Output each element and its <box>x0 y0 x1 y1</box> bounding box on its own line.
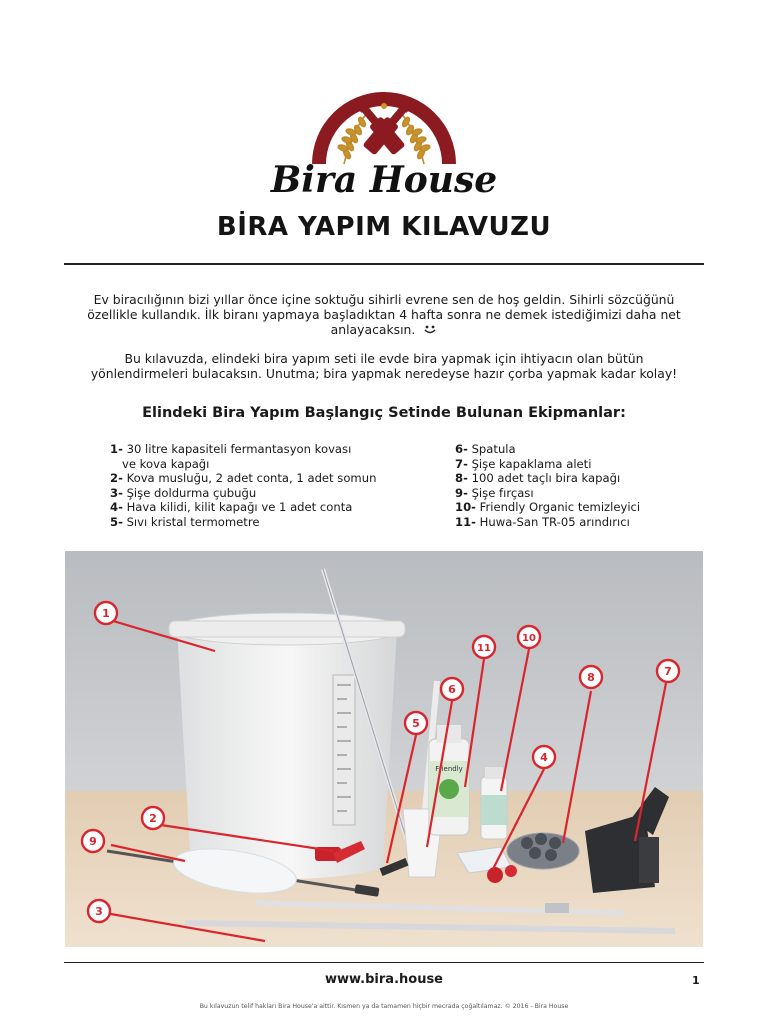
callout-5: 5 <box>412 717 420 730</box>
list-item: 9- Şişe fırçası <box>455 485 534 500</box>
page-number: 1 <box>692 974 700 987</box>
callout-9: 9 <box>89 835 97 848</box>
caps-bowl <box>507 833 579 869</box>
callout-2: 2 <box>149 812 157 825</box>
callout-11: 11 <box>477 643 491 654</box>
list-item: 2- Kova musluğu, 2 adet conta, 1 adet somun <box>110 471 377 486</box>
page-title: BİRA YAPIM KILAVUZU <box>216 212 552 242</box>
title-divider <box>64 263 704 265</box>
equipment-list-right <box>455 442 640 530</box>
list-item: 8- 100 adet taçlı bira kapağı <box>455 471 621 486</box>
intro-line: Ev biracılığının bizi yıllar önce içine soktuğu sihirli evrene sen de hoş geldin. Sihirli sözcüğünü <box>93 292 675 307</box>
copyright-notice: Bu kılavuzun telif hakları Bira House'a aittir. Kısmen ya da tamamen hiçbir mecrada çoğaltılamaz. © 2016 - Bira House <box>199 1003 569 1010</box>
logo-wordmark: Bira House <box>270 159 498 201</box>
list-item: 6- Spatula <box>455 442 516 456</box>
fermentation-bucket <box>169 613 405 879</box>
list-item: 10- Friendly Organic temizleyici <box>455 500 641 515</box>
callout-6: 6 <box>448 683 456 696</box>
callout-4: 4 <box>540 751 548 764</box>
footer-website-link[interactable]: www.bira.house <box>324 972 443 987</box>
callout-7: 7 <box>664 665 672 678</box>
list-item: 7- Şişe kapaklama aleti <box>455 456 592 471</box>
list-item: 11- Huwa-San TR-05 arındırıcı <box>455 514 630 529</box>
svg-text:Friendly: Friendly <box>435 765 463 773</box>
callout-1: 1 <box>102 607 110 620</box>
equipment-heading: Elindeki Bira Yapım Başlangıç Setinde Bulunan Ekipmanlar: <box>142 405 626 421</box>
cleaner-bottle <box>429 725 469 835</box>
intro-line: Bu kılavuzda, elindeki bira yapım seti ile evde bira yapmak için ihtiyacın olan bütün <box>124 351 644 366</box>
intro-line: anlayacaksın. <box>330 322 416 337</box>
intro-line: özellikle kullandık. İlk biranı yapmaya başladıktan 4 hafta sonra ne demek istediğimizi daha net <box>87 307 681 322</box>
footer-divider <box>64 962 704 963</box>
list-item: 3- Şişe doldurma çubuğu <box>110 485 257 500</box>
intro-paragraph-1 <box>70 292 698 337</box>
bira-house-logo <box>264 66 504 206</box>
smiley-icon <box>423 324 437 335</box>
callout-3: 3 <box>95 905 103 918</box>
intro-line: yönlendirmeleri bulacaksın. Unutma; bira yapmak neredeyse hazır çorba yapmak kadar kolay! <box>90 366 678 381</box>
equipment-photo <box>65 551 703 947</box>
callout-8: 8 <box>587 671 595 684</box>
list-item: 1- 30 litre kapasiteli fermantasyon kovası <box>110 442 352 456</box>
intro-paragraph-2 <box>70 351 698 381</box>
list-item: 4- Hava kilidi, kilit kapağı ve 1 adet conta <box>110 500 353 515</box>
equipment-list-left <box>110 442 376 530</box>
list-item-continued: ve kova kapağı <box>122 456 210 471</box>
list-item: 5- Sıvı kristal termometre <box>110 514 260 529</box>
callout-10: 10 <box>522 633 536 644</box>
